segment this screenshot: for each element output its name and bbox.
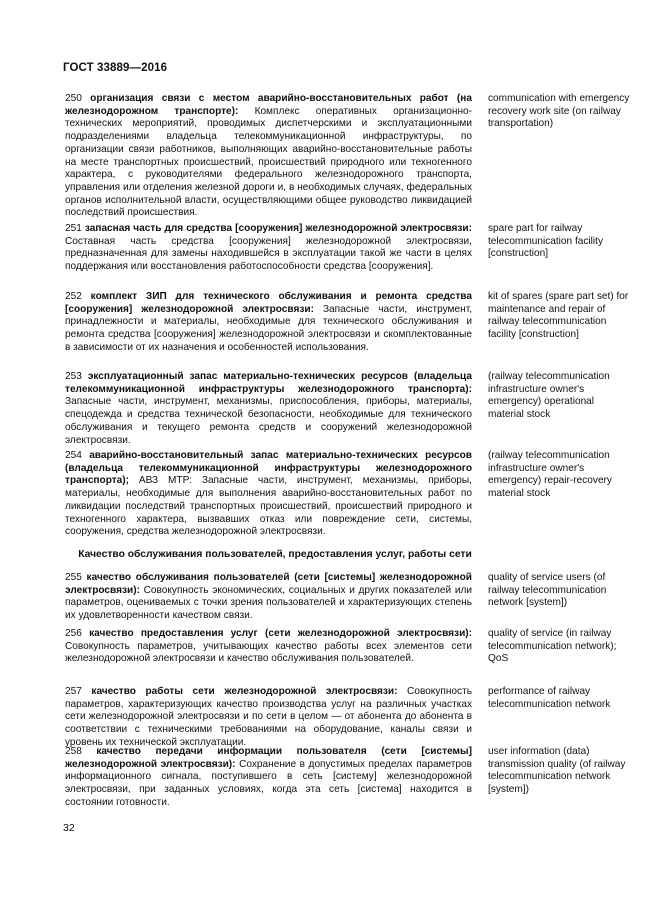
term-english: spare part for railway telecommunication facility [construction] xyxy=(488,223,604,260)
term-number: 253 xyxy=(65,371,82,382)
standard-header: ГОСТ 33889—2016 xyxy=(63,62,168,74)
term-definition: Совокупность экономических, социальных и других показателей или параметров, оцениваемых с точки зрения пользователей и характеризующих степень их удовлетворенности качеством связи. xyxy=(65,584,472,622)
term-entry-255 xyxy=(65,572,630,623)
term-name: качество работы сети железнодорожной электросвязи: xyxy=(91,686,398,697)
term-entry-256 xyxy=(65,628,630,666)
term-name: качество обслуживания пользователей (сети [системы] железнодорожной электросвязи): xyxy=(65,572,472,596)
term-english: (railway telecommunication infrastructure owner's emergency) operational material stock xyxy=(488,371,610,421)
term-number: 254 xyxy=(65,450,82,461)
term-name: качество предоставления услуг (сети железнодорожной электросвязи): xyxy=(89,628,472,639)
term-number: 252 xyxy=(65,291,82,302)
term-definition: Запасные части, инструмент, принадлежности и материалы, необходимые для технического обслуживания и ремонта средства [сооружения] железнодорожной электросвязи и скомплектованные в зависимости от их назначения и особенностей использования. xyxy=(65,303,472,353)
term-number: 258 xyxy=(65,746,82,757)
term-name: комплект ЗИП для технического обслуживания и ремонта средства [сооружения] железнодорожной электросвязи: xyxy=(65,291,472,315)
term-name: запасная часть для средства [сооружения] железнодорожной электросвязи: xyxy=(84,223,472,234)
term-russian xyxy=(65,450,472,539)
term-english: performance of railway telecommunication network xyxy=(488,686,611,710)
term-name: организация связи с местом аварийно-восстановительных работ (на железнодорожном транспорте): xyxy=(65,93,472,117)
term-name: качество передачи информации пользователя (сети [системы] железнодорожной электросвязи): xyxy=(65,746,472,770)
term-english: quality of service (in railway telecommunication network); QoS xyxy=(488,628,617,665)
term-english: quality of service users (of railway telecommunication network [system]) xyxy=(488,572,607,609)
term-entry-254 xyxy=(65,450,630,539)
term-number: 250 xyxy=(65,93,82,104)
term-definition: Совокупность параметров, характеризующих качество производства услуг на различных участках сети железнодорожной электросвязи и по сети в целом — от абонента до абонента в соответствии с техническими требованиями на оборудование, каналы связи и уровень их технической эксплуатации. xyxy=(65,686,472,748)
term-name: эксплуатационный запас материально-технических ресурсов (владельца телекоммуникационной инфраструктуры железнодорожного транспорта): xyxy=(65,371,473,395)
term-number: 257 xyxy=(65,686,82,697)
term-russian xyxy=(65,371,472,447)
term-number: 256 xyxy=(65,628,82,639)
term-russian xyxy=(65,686,472,750)
term-entry-257 xyxy=(65,686,630,750)
term-english: user information (data) transmission quality (of railway telecommunication network [system]) xyxy=(488,746,626,796)
term-definition: Комплекс оперативных организационно-технических мероприятий, проводимых диспетчерскими и эксплуатационными подразделениями владельца телекоммуникационной инфраструктуры, по организации связи работников, выполняющих аварийно-восстановительные работы на месте транспортных происшествий, происшествий природного или техногенного характера, с руководителями федерального железнодорожного транспорта, управления или отделения железной дороги и, в необходимых случаях, федеральных органов исполнительной власти, осуществляющими общее руководство ликвидацией последствий происшествия. xyxy=(65,105,472,219)
term-russian xyxy=(65,746,472,810)
term-russian xyxy=(65,291,472,355)
term-english: kit of spares (spare part set) for maintenance and repair of railway telecommunication facility [construction] xyxy=(488,291,629,341)
page-number: 32 xyxy=(63,822,75,834)
term-definition: Совокупность параметров, учитывающих качество работы всех элементов сети железнодорожной электросвязи и качество обслуживания пользователей. xyxy=(65,640,472,665)
term-russian xyxy=(65,93,472,220)
term-name: аварийно-восстановительный запас материально-технических ресурсов (владельца телекоммуникационной инфраструктуры железнодорожного транспорта); xyxy=(65,450,472,487)
section-title: Качество обслуживания пользователей, предоставления услуг, работы сети xyxy=(78,549,472,560)
term-entry-250 xyxy=(65,93,630,220)
term-entry-258 xyxy=(65,746,630,810)
term-english: communication with emergency recovery work site (on railway transportation) xyxy=(488,93,630,130)
term-russian xyxy=(65,572,472,623)
term-definition: Сохранение в допустимых пределах параметров информационного сигнала, поступившего в сеть [систему] железнодорожной электросвязи, при заданных условиях, когда эта сеть [система] находится в состоянии готовности. xyxy=(65,758,472,808)
term-number: 255 xyxy=(65,572,82,583)
term-russian xyxy=(65,628,472,666)
term-english: (railway telecommunication infrastructure owner's emergency) repair-recovery material stock xyxy=(488,450,612,500)
term-russian xyxy=(65,223,472,274)
term-definition: Составная часть средства [сооружения] железнодорожной электросвязи, предназначенная для замены находившейся в эксплуатации такой же части в целях поддержания или восстановления работоспособности средства [сооружения]. xyxy=(65,235,472,273)
term-definition: АВЗ МТР: Запасные части, инструмент, механизмы, приборы, материалы, необходимые для выполнения аварийно-восстановительных работ по ликвидации последствий транспортных происшествий, происшествий природного и техногенного характера, вызвавших отказ или повреждение сети, системы, сооружения, средства железнодорожной электросвязи. xyxy=(65,475,472,538)
term-entry-253 xyxy=(65,371,630,447)
term-entry-252 xyxy=(65,291,630,355)
term-definition: Запасные части, инструмент, механизмы, приспособления, приборы, материалы, спецодежда и средства технической безопасности, необходимые для технического обслуживания и текущего ремонта средств и сооружений железнодорожной электросвязи. xyxy=(65,396,472,446)
term-entry-251 xyxy=(65,223,630,274)
term-number: 251 xyxy=(65,223,82,234)
